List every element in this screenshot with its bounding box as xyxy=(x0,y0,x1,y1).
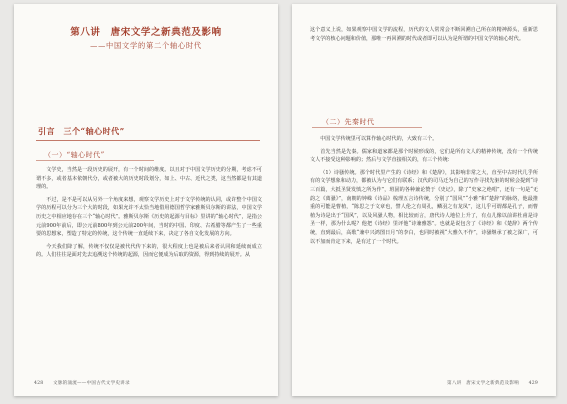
section-heading: （一）“轴心时代” xyxy=(44,151,105,159)
paragraph: 首先当然是先秦。儒家和道家都是那个时候形成的，它们是所有文人的精神传统，没有一个传统文人不接受这种影响的；然后与文学直接相关的，有三个传统： xyxy=(310,148,538,164)
page-number: 429 xyxy=(528,381,538,386)
running-title: 第八讲 唐宋文学之新典范及影响 xyxy=(447,381,519,386)
right-footer xyxy=(447,380,538,386)
chapter-subtitle: ——中国文学的第二个轴心时代 xyxy=(90,41,202,50)
left-body-text xyxy=(36,166,262,264)
left-page xyxy=(14,4,278,396)
chapter-title: 第八讲 唐宋文学之新典范及影响 xyxy=(70,27,222,38)
right-top-text xyxy=(310,26,538,47)
page-number: 428 xyxy=(34,381,44,386)
paragraph: 这个意义上说，如果观察中国文学的流程，历代的文人常常会不断回溯自己所在的精神源头，重新思考文学的核心问题和价值，那唯一再回溯的时代或者即可以认为是所谓的中国文学的轴心时代。 xyxy=(310,27,538,42)
running-title: 文脉的涌流——中国古代文学史讲录 xyxy=(53,381,130,386)
left-footer xyxy=(34,380,130,386)
section-rule xyxy=(36,160,154,161)
paragraph: 不过，是不是可以从另外一个角度来想，观察文学历史上对于文学传统的认同，或许整个中国文学的历程可以分为三个大的时段，如果允许不太恰当地借用德国哲学家雅斯贝尔斯的讲法，中国文学历史之中相应地存在三个“轴心时代”。雅斯贝尔斯《历史的起源与目标》里讲的“轴心时代”，是指公元前900年前后，即公元前800年到公元前200年间，当时的中国、印度、古希腊等都产生了一些重要的思想家，塑造了特定的传统，这个传统一直延续下来，决定了各自文化发展的方向。 xyxy=(36,196,262,238)
right-page xyxy=(292,4,556,396)
section-heading: （二）先秦时代 xyxy=(322,118,375,126)
right-body-text xyxy=(310,135,538,250)
paragraph: （1）诗骚传统。那个时代里产生的《诗经》和《楚辞》，其影响非常之大，直至中古时代几乎所有的文学想象和动力，都被认为与它们有联系；汉代的司马迁为自己的写作寻找先驱的时候会提到“诗三百篇，大抵圣贤发愤之所为作”，班固的各种兼论赞于《史记》，除了“史家之绝唱”，还有一句是“无韵之《离骚》”，南朝的钟嵘《诗品》梳理五言诗传统，分别了“国风”“小雅”和“楚辞”的脉络，他最推重的可能是曹植，“陈思之于文章也，譬人伦之有周孔，鳞羽之有龙凤”，这儿乎可谓都是孔子，而曹植为诗是出于“国风”，以及风骚人物，相比较而言，唐代诗人地位上升了，有点儿像以前讲杜甫是诗圣一样，那为什么呢？他把《诗经》里评他“诗兼雅怨”。也就是说包含了《诗经》和《楚辞》两个传统，直到最后，高歌“兼中兴鸿图日月”的李白，也同时被视“大雅久不作”，诗骚继承了被之深广，可以不加而肯定下来，是有过了一个时代。 xyxy=(310,169,538,245)
paragraph: 中国文学传统里可以算作轴心时代的，大致有三个。 xyxy=(320,136,438,142)
paragraph: 文学史，当然是一段历史的展开，有一个时间的维度。以且对于中国文学历史的分期，考虑不可谓不多，或者基本依朝代分，或者被大的历史时段划分，如上、中古、近代之类，这当然都是有其道理的。 xyxy=(36,167,262,191)
heading-rule xyxy=(36,140,260,141)
intro-heading: 引言 三个“轴心时代” xyxy=(38,126,125,136)
paragraph: 今天我们降了解，传统不仅仅是被代代传下来的，很大程度上也是被后来者认同和延续而成立的。人们往往是面对先去追溯这个传统的起源，因而它便成为后取的资源，得到持续的展开。从 xyxy=(36,243,262,259)
section-rule xyxy=(312,127,422,128)
